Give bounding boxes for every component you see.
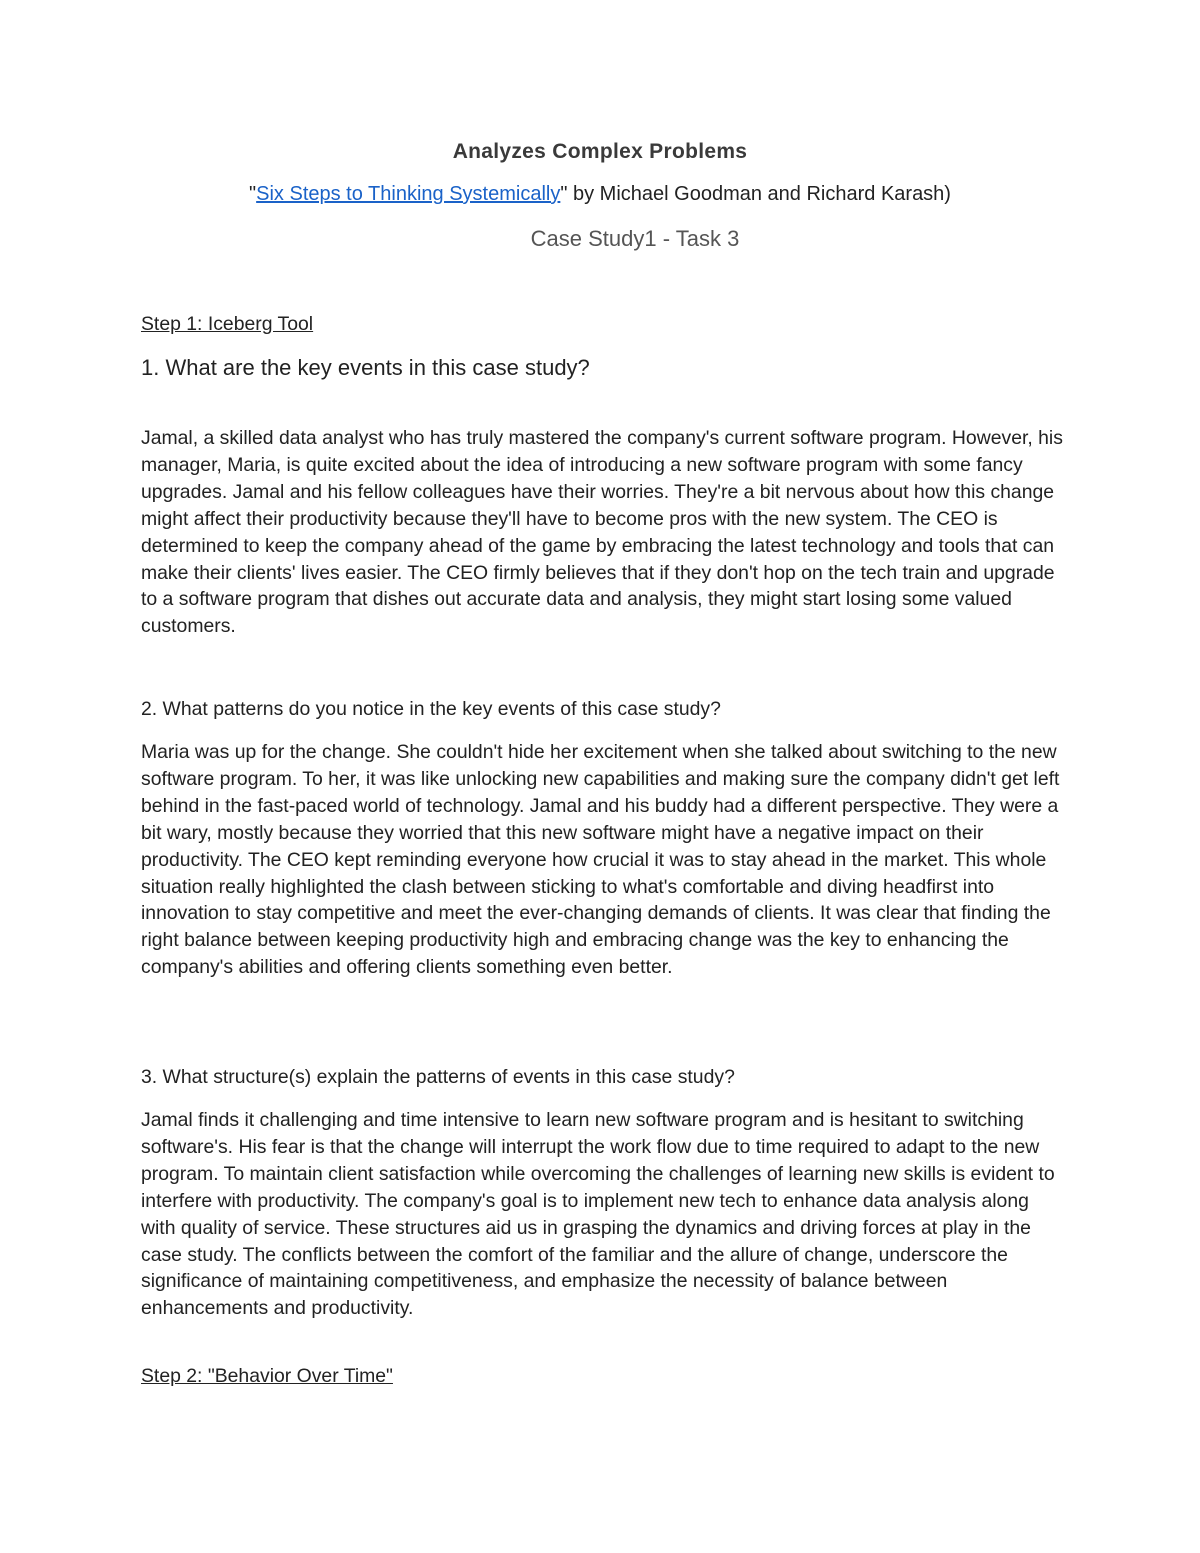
question-3: 3. What structure(s) explain the patterns of events in this case study?: [141, 1066, 735, 1088]
step1-heading: Step 1: Iceberg Tool: [141, 313, 314, 335]
case-study-label: Case Study1 - Task 3: [530, 226, 740, 251]
step2-heading: Step 2: "Behavior Over Time": [141, 1365, 393, 1387]
source-link[interactable]: Six Steps to Thinking Systemically: [256, 183, 561, 205]
answer-2: Maria was up for the change. She couldn't hide her excitement when she talked about switching to the new software program. To her, it was like unlocking new capabilities and making sure the company didn't get left behind in the fast-paced world of technology. Jamal and his buddy had a different perspective. They were a bit wary, mostly because they worried that this new software might have a negative impact on their productivity. The CEO kept reminding everyone how crucial it was to stay ahead in the market. This whole situation really highlighted the clash between sticking to what's comfortable and diving headfirst into innovation to stay competitive and meet the ever-changing demands of clients. It was clear that finding the right balance between keeping productivity high and embracing change was the key to enhancing the company's abilities and offering clients something even better.: [141, 741, 1060, 979]
answer-3: Jamal finds it challenging and time intensive to learn new software program and is hesitant to switching software's. His fear is that the change will interrupt the work flow due to time required to adapt to the new program. To maintain client satisfaction while overcoming the challenges of learning new skills is evident to interfere with productivity. The company's goal is to implement new tech to enhance data analysis along with quality of service. These structures aid us in grasping the dynamics and driving forces at play in the case study. The conflicts between the comfort of the familiar and the allure of change, underscore the significance of maintaining competitiveness, and emphasize the necessity of balance between enhancements and productivity.: [141, 1109, 1055, 1320]
document-title: Analyzes Complex Problems: [452, 140, 748, 163]
question-2: 2. What patterns do you notice in the key events of this case study?: [141, 698, 721, 720]
source-citation: [0, 183, 1200, 206]
quote-open: ": [249, 183, 257, 205]
answer-1: Jamal, a skilled data analyst who has truly mastered the company's current software program. However, his manager, Maria, is quite excited about the idea of introducing a new software program with some fancy upgrades. Jamal and his fellow colleagues have their worries. They're a bit nervous about how this change might affect their productivity because they'll have to become pros with the new system. The CEO is determined to keep the company ahead of the game by embracing the latest technology and tools that can make their clients' lives easier. The CEO firmly believes that if they don't hop on the tech train and upgrade to a software program that dishes out accurate data and analysis, they might start losing some valued customers.: [141, 427, 1063, 638]
question-1: 1. What are the key events in this case study?: [141, 355, 590, 380]
citation-authors: " by Michael Goodman and Richard Karash): [560, 183, 951, 205]
